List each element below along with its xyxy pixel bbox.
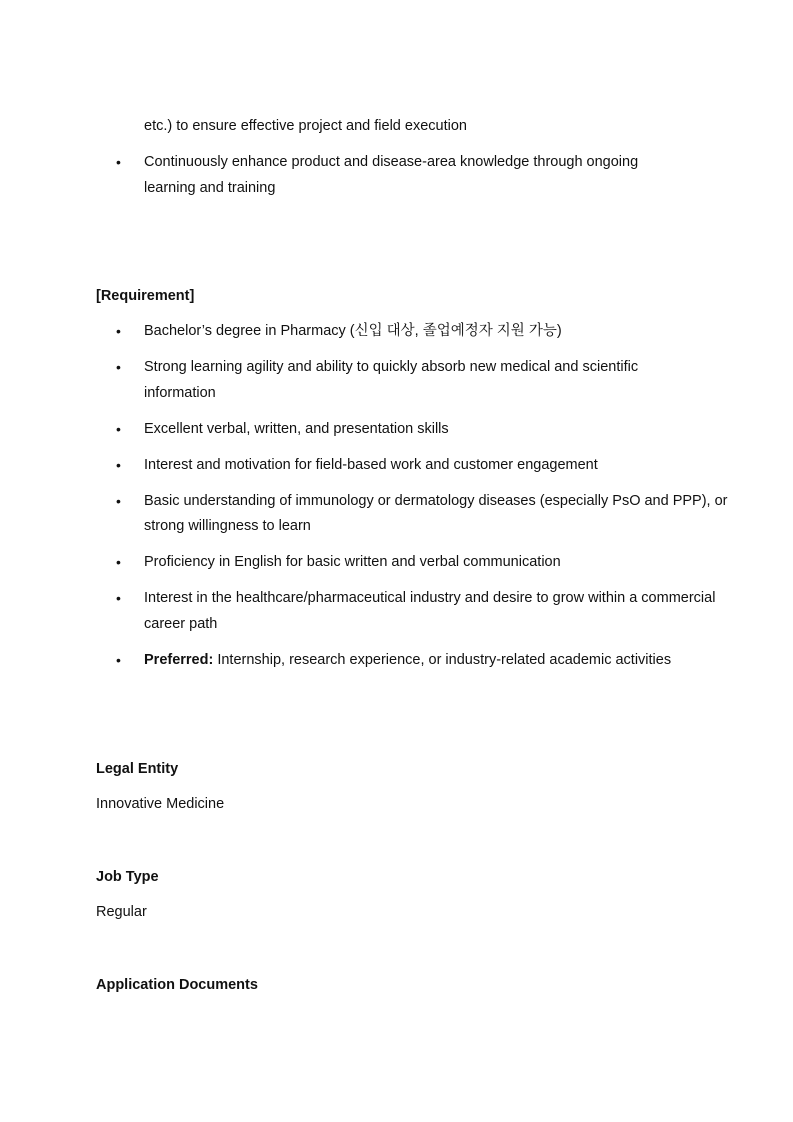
list-item-text: Proficiency in English for basic written and verbal communication: [144, 554, 561, 570]
preferred-text: Internship, research experience, or industry-related academic activities: [213, 651, 672, 668]
list-item: [96, 550, 696, 576]
list-item-text: Excellent verbal, written, and presentation skills: [144, 420, 449, 437]
legal-entity-heading: Legal Entity: [96, 761, 179, 777]
requirement-list: [96, 319, 728, 684]
job-type-value: Regular: [96, 904, 147, 920]
list-item: [96, 417, 696, 443]
list-item-text: Basic understanding of immunology or dermatology diseases (especially PsO and PPP), or strong willingness to learn: [144, 492, 728, 534]
continuation-text: etc.) to ensure effective project and field execution: [144, 118, 467, 134]
list-item: [96, 586, 719, 637]
bullet-icon: •: [116, 154, 121, 170]
bullet-icon: •: [116, 492, 121, 509]
bullet-icon: •: [116, 323, 121, 339]
legal-entity-value: Innovative Medicine: [96, 796, 225, 812]
bullet-icon: •: [116, 359, 121, 375]
bullet-icon: •: [116, 456, 121, 473]
bullet-icon: •: [116, 651, 121, 668]
responsibilities-list: [96, 150, 696, 212]
bullet-icon: •: [116, 554, 121, 570]
bullet-icon: •: [116, 590, 121, 606]
list-item: [96, 489, 744, 540]
list-item-text: Continuously enhance product and disease-area knowledge through ongoing learning and training: [144, 154, 639, 196]
application-documents-heading: Application Documents: [96, 977, 258, 993]
list-item: [96, 355, 704, 406]
list-item: [96, 319, 696, 345]
preferred-label: Preferred:: [144, 651, 214, 668]
list-item-text: Interest in the healthcare/pharmaceutical industry and desire to grow within a commercial career path: [144, 590, 716, 632]
list-item-preferred: [96, 648, 696, 674]
bullet-icon: •: [116, 420, 121, 437]
list-item: [96, 150, 692, 201]
job-type-heading: Job Type: [96, 869, 159, 885]
list-item-text: Interest and motivation for field-based work and customer engagement: [144, 456, 598, 473]
list-item-text: Bachelor’s degree in Pharmacy (신입 대상, 졸업예정자 지원 가능): [144, 323, 562, 339]
list-item: [96, 453, 696, 479]
requirement-heading: [Requirement]: [96, 288, 195, 304]
list-item-text: Strong learning agility and ability to quickly absorb new medical and scientific information: [144, 359, 639, 401]
